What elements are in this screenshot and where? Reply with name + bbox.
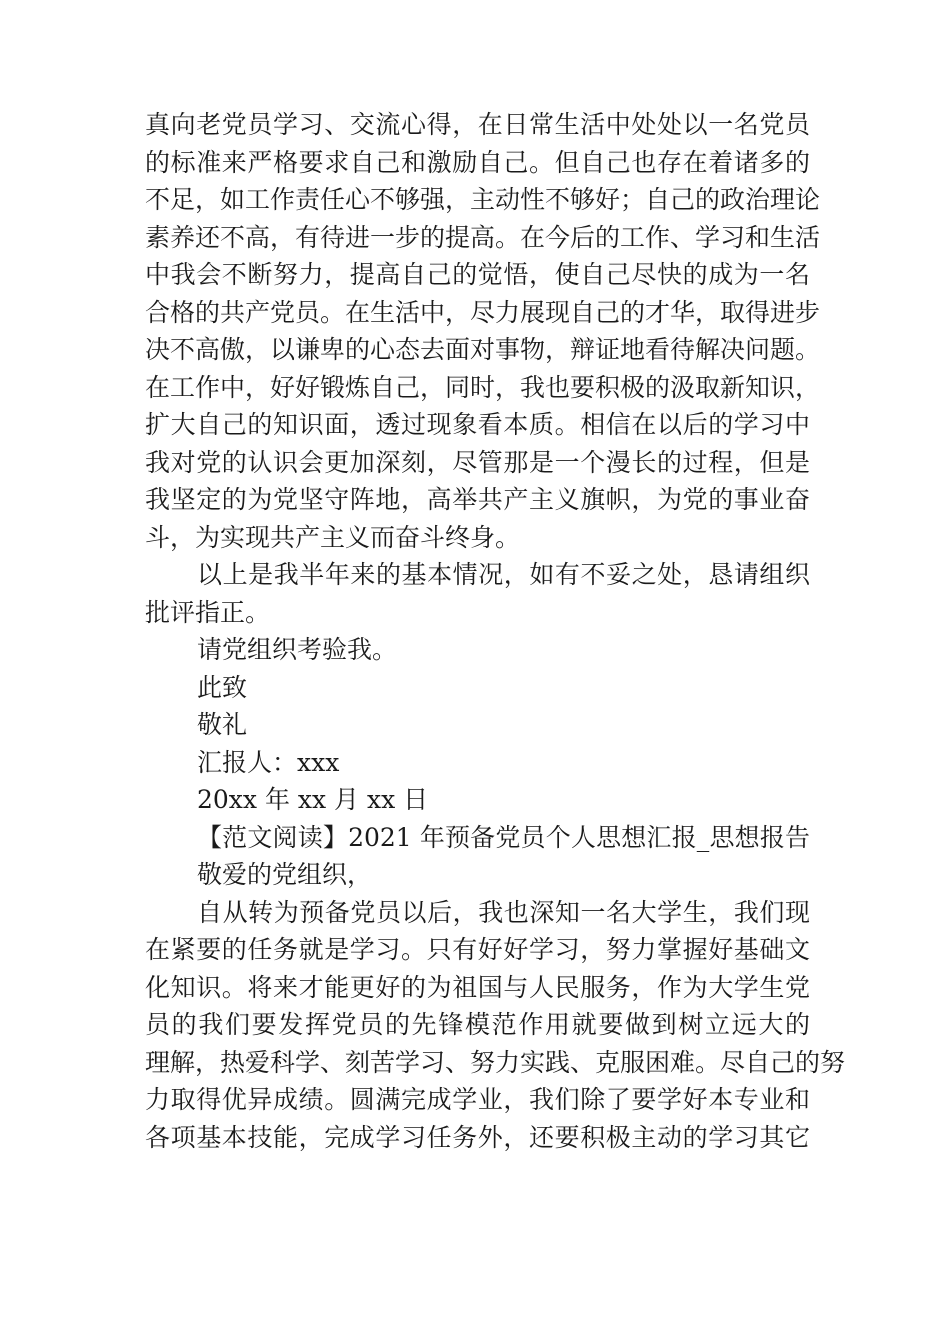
text-line: 在紧要的任务就是学习。只有好好学习，努力掌握好基础文: [145, 935, 810, 964]
text-line: 此致: [197, 672, 248, 702]
text-line: 扩大自己的知识面，透过现象看本质。相信在以后的学习中: [145, 410, 810, 439]
text-line: 不足，如工作责任心不够强，主动性不够好；自己的政治理论: [145, 185, 821, 214]
text-line: 的标准来严格要求自己和激励自己。但自己也存在着诸多的: [145, 147, 810, 177]
text-line: 敬礼: [197, 710, 248, 739]
text-line: 批评指正。: [145, 597, 271, 627]
text-line: 真向老党员学习、交流心得，在日常生活中处处以一名党员: [145, 110, 810, 139]
text-line: 汇报人：xxx: [197, 747, 340, 777]
text-line: 各项基本技能，完成学习任务外，还要积极主动的学习其它: [145, 1122, 810, 1152]
text-line: 中我会不断努力，提高自己的觉悟，使自己尽快的成为一名: [145, 260, 810, 289]
text-line: 在工作中，好好锻炼自己，同时，我也要积极的汲取新知识，: [145, 372, 821, 402]
text-line: 自从转为预备党员以后，我也深知一名大学生，我们现: [197, 897, 810, 927]
text-line: 素养还不高，有待进一步的提高。在今后的工作、学习和生活: [145, 222, 821, 252]
text-line: 合格的共产党员。在生活中，尽力展现自己的才华，取得进步: [145, 297, 821, 327]
text-line: 力取得优异成绩。圆满完成学业，我们除了要学好本专业和: [145, 1085, 810, 1114]
text-line: 员的我们要发挥党员的先锋模范作用就要做到树立远大的: [145, 1010, 810, 1039]
text-line: 请党组织考验我。: [197, 635, 398, 664]
document-page: [145, 106, 846, 1156]
text-line: 我坚定的为党坚守阵地，高举共产主义旗帜，为党的事业奋: [145, 485, 810, 514]
text-line: 决不高傲，以谦卑的心态去面对事物，辩证地看待解决问题。: [145, 335, 821, 364]
text-line: 以上是我半年来的基本情况，如有不妥之处，恳请组织: [197, 560, 810, 589]
text-line: 化知识。将来才能更好的为祖国与人民服务，作为大学生党: [145, 972, 810, 1002]
text-line: 敬爱的党组织，: [197, 860, 373, 889]
text-line: 理解，热爱科学、刻苦学习、努力实践、克服困难。尽自己的努: [145, 1047, 846, 1077]
text-line: 我对党的认识会更加深刻，尽管那是一个漫长的过程，但是: [145, 447, 810, 477]
text-line: 20xx 年 xx 月 xx 日: [197, 785, 429, 814]
text-line: 斗，为实现共产主义而奋斗终身。: [145, 522, 521, 552]
text-line: 【范文阅读】2021 年预备党员个人思想汇报_思想报告: [197, 822, 810, 852]
